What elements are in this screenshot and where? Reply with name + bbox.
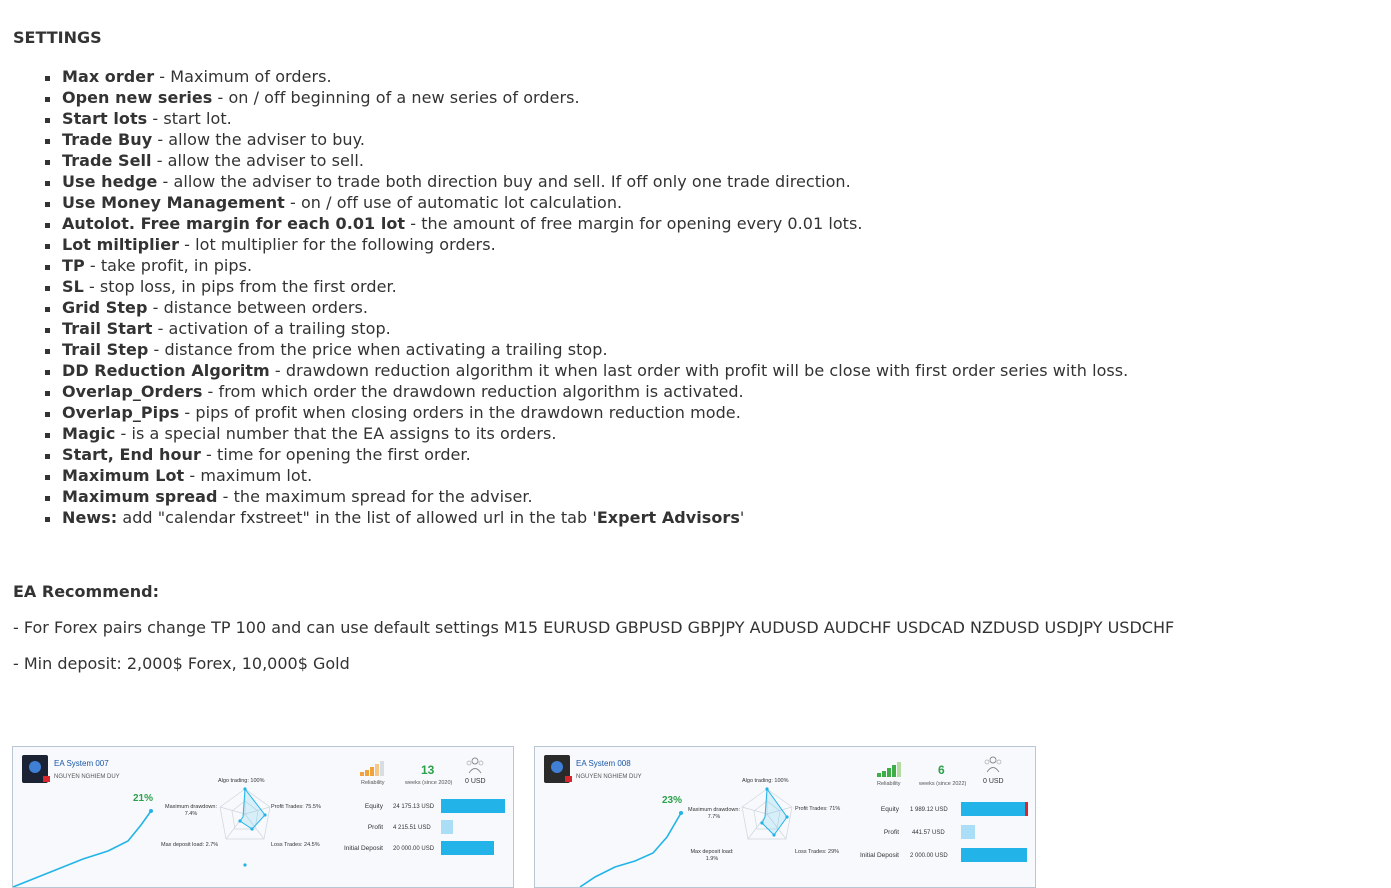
settings-item <box>62 214 1128 235</box>
algo-trading-label: Algo trading: 100% <box>742 778 789 784</box>
recommend-pairs-text: - For Forex pairs change TP 100 and can use default settings M15 EURUSD GBPUSD GBPJPY AUDUSD AUDCHF USDCAD NZDUSD USDJPY USDCHF <box>13 618 1175 637</box>
settings-item <box>62 340 1128 361</box>
settings-item <box>62 235 1128 256</box>
subscription-price: 0 USD <box>465 778 486 785</box>
weeks-count: 6 <box>938 763 945 777</box>
loss-trades-label: Loss Trades: 24.5% <box>271 842 320 848</box>
settings-list <box>62 67 1128 529</box>
signal-owner: NGUYEN NGHIEM DUY <box>54 774 120 780</box>
equity-value: 1 989.12 USD <box>910 807 948 813</box>
setting-description: - take profit, in pips. <box>84 256 253 275</box>
reliability-icon <box>360 760 390 776</box>
signal-owner: NGUYEN NGHIEM DUY <box>576 774 642 780</box>
setting-name: Start lots <box>62 109 148 128</box>
profit-bar <box>961 825 975 839</box>
setting-description: - distance between orders. <box>147 298 369 317</box>
setting-name: TP <box>62 256 85 275</box>
settings-item <box>62 382 1128 403</box>
settings-item <box>62 256 1128 277</box>
setting-description: - is a special number that the EA assigns to its orders. <box>115 424 557 443</box>
setting-name: Maximum Lot <box>62 466 185 485</box>
setting-name: Grid Step <box>62 298 148 317</box>
initial-deposit-label: Initial Deposit <box>343 845 383 852</box>
setting-name: Trail Step <box>62 340 149 359</box>
growth-chart <box>13 797 173 887</box>
setting-name: Trail Start <box>62 319 153 338</box>
settings-item <box>62 109 1128 130</box>
equity-value: 24 175.13 USD <box>393 804 435 810</box>
profit-trades-label: Profit Trades: 71% <box>795 806 841 812</box>
settings-item <box>62 277 1128 298</box>
reliability-label: Reliability <box>361 780 385 786</box>
setting-description: add "calendar fxstreet" in the list of allowed url in the tab ' <box>117 508 597 527</box>
settings-heading: SETTINGS <box>13 28 102 47</box>
setting-description: - from which order the drawdown reduction algorithm is activated. <box>202 382 744 401</box>
settings-item <box>62 67 1128 88</box>
subscribers-icon <box>983 754 1003 774</box>
setting-name: Trade Buy <box>62 130 153 149</box>
initial-deposit-value: 20 000.00 USD <box>393 846 435 852</box>
settings-item <box>62 298 1128 319</box>
profit-label: Profit <box>883 829 899 836</box>
initial-deposit-bar <box>441 841 494 855</box>
setting-name: Start, End hour <box>62 445 201 464</box>
equity-label: Equity <box>880 806 899 813</box>
settings-item <box>62 172 1128 193</box>
max-drawdown-label: Maximum drawdown: 7.4% <box>165 804 217 817</box>
subscribers-icon <box>465 755 485 775</box>
initial-deposit-value: 2 000.00 USD <box>910 853 948 859</box>
weeks-label: weeks (since 2020) <box>405 780 453 786</box>
equity-bar <box>961 802 1028 816</box>
setting-name: SL <box>62 277 84 296</box>
equity-label: Equity <box>364 803 383 810</box>
setting-tab-name: Expert Advisors <box>596 508 740 527</box>
growth-percent: 23% <box>662 795 683 806</box>
recommend-heading: EA Recommend: <box>13 582 159 601</box>
reliability-label: Reliability <box>877 781 901 787</box>
setting-description: - allow the adviser to buy. <box>152 130 365 149</box>
setting-description: - allow the adviser to sell. <box>151 151 364 170</box>
settings-item <box>62 424 1128 445</box>
profit-bar <box>441 820 453 834</box>
weeks-count: 13 <box>421 763 435 777</box>
loss-trades-label: Loss Trades: 29% <box>795 849 840 855</box>
profit-value: 441.57 USD <box>912 830 945 836</box>
settings-item <box>62 193 1128 214</box>
setting-name: Open new series <box>62 88 213 107</box>
growth-chart <box>535 797 695 887</box>
setting-name: Lot miltiplier <box>62 235 180 254</box>
settings-item <box>62 508 1128 529</box>
flag-icon <box>565 776 572 782</box>
setting-description-end: ' <box>739 508 745 527</box>
setting-description: - on / off use of automatic lot calculation. <box>284 193 623 212</box>
setting-description: - drawdown reduction algorithm it when last order with profit will be close with first order series with loss. <box>269 361 1129 380</box>
setting-description: - pips of profit when closing orders in the drawdown reduction mode. <box>179 403 741 422</box>
setting-description: - maximum lot. <box>184 466 313 485</box>
initial-deposit-label: Initial Deposit <box>859 852 899 859</box>
weeks-label: weeks (since 2022) <box>919 781 967 787</box>
reliability-icon <box>877 761 907 777</box>
settings-item <box>62 151 1128 172</box>
setting-description: - time for opening the first order. <box>200 445 471 464</box>
settings-item <box>62 466 1128 487</box>
settings-item <box>62 403 1128 424</box>
profit-label: Profit <box>367 824 383 831</box>
settings-item <box>62 445 1128 466</box>
settings-item <box>62 88 1128 109</box>
signal-name[interactable]: EA System 007 <box>54 759 109 768</box>
profit-trades-label: Profit Trades: 75.5% <box>271 804 321 810</box>
setting-description: - activation of a trailing stop. <box>152 319 391 338</box>
algo-trading-label: Algo trading: 100% <box>218 778 265 784</box>
max-deposit-load-label: Max deposit load: 2.7% <box>161 842 219 848</box>
settings-item <box>62 487 1128 508</box>
radar-chart <box>730 777 840 887</box>
setting-description: - on / off beginning of a new series of orders. <box>212 88 580 107</box>
setting-description: - allow the adviser to trade both direction buy and sell. If off only one trade direction. <box>157 172 851 191</box>
setting-name: Autolot. Free margin for each 0.01 lot <box>62 214 406 233</box>
setting-description: - stop loss, in pips from the first order. <box>83 277 397 296</box>
setting-name: Max order <box>62 67 155 86</box>
setting-name: Trade Sell <box>62 151 152 170</box>
flag-icon <box>43 776 50 782</box>
setting-description: - Maximum of orders. <box>154 67 332 86</box>
setting-name: Magic <box>62 424 116 443</box>
max-drawdown-label: Maximum drawdown: 7.7% <box>688 807 740 820</box>
equity-bar <box>441 799 505 813</box>
setting-description: - start lot. <box>147 109 232 128</box>
growth-percent: 21% <box>133 793 154 804</box>
setting-description: - the maximum spread for the adviser. <box>217 487 533 506</box>
subscription-price: 0 USD <box>983 778 1004 785</box>
initial-deposit-bar <box>961 848 1027 862</box>
setting-name: Overlap_Pips <box>62 403 180 422</box>
settings-item <box>62 319 1128 340</box>
radar-chart <box>208 777 318 887</box>
setting-description: - lot multiplier for the following orders. <box>179 235 496 254</box>
setting-name: DD Reduction Algoritm <box>62 361 270 380</box>
setting-name: News: <box>62 508 118 527</box>
signal-name[interactable]: EA System 008 <box>576 759 631 768</box>
settings-item <box>62 361 1128 382</box>
setting-description: - distance from the price when activating a trailing stop. <box>148 340 608 359</box>
settings-item <box>62 130 1128 151</box>
setting-description: - the amount of free margin for opening every 0.01 lots. <box>405 214 863 233</box>
setting-name: Use Money Management <box>62 193 285 212</box>
setting-name: Overlap_Orders <box>62 382 203 401</box>
setting-name: Maximum spread <box>62 487 218 506</box>
profit-value: 4 215.51 USD <box>393 825 431 831</box>
recommend-deposit-text: - Min deposit: 2,000$ Forex, 10,000$ Gold <box>13 654 350 673</box>
max-deposit-load-label: Max deposit load: 1.9% <box>690 849 734 862</box>
setting-name: Use hedge <box>62 172 158 191</box>
